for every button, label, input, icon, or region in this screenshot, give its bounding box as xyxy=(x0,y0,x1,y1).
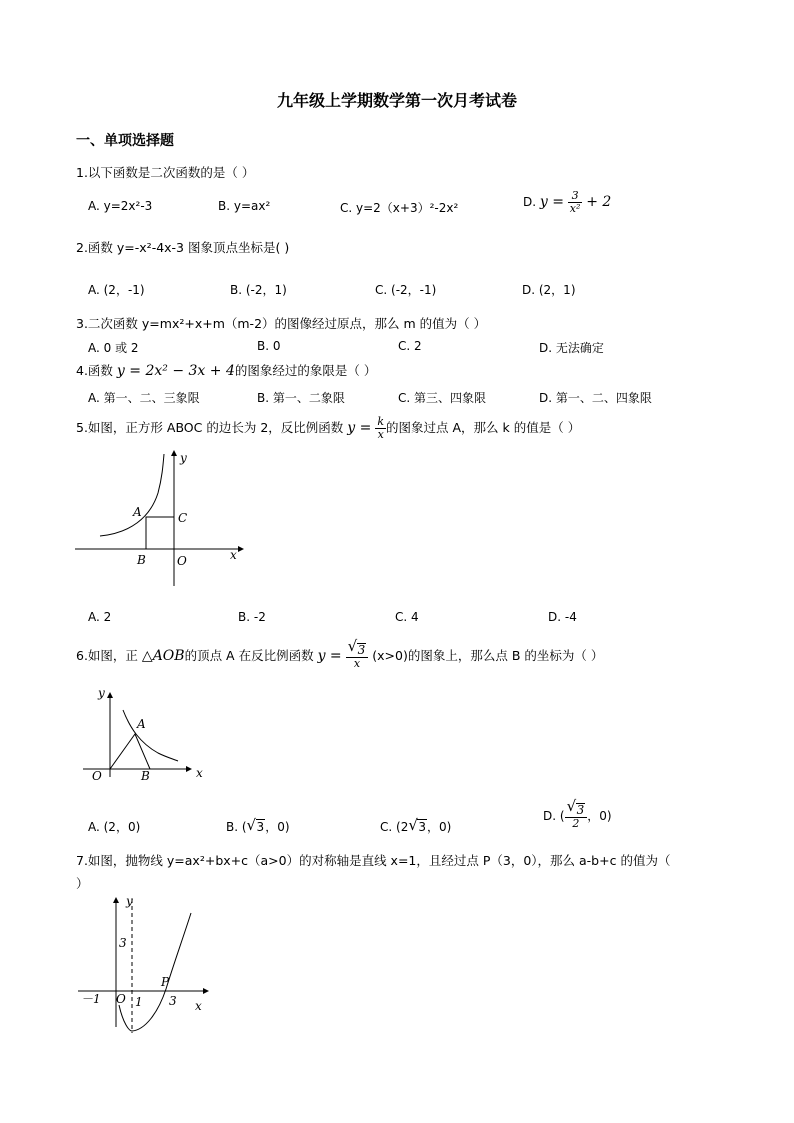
q5-label-b: B xyxy=(137,553,146,567)
q5-label-x: x xyxy=(230,548,237,562)
q4-option-a: A. 第一、二、三象限 xyxy=(88,391,200,405)
sqrt-symbol xyxy=(347,637,367,657)
q1-option-d-prefix: D. xyxy=(523,195,540,209)
sqrt-symbol xyxy=(246,816,266,834)
q5-label-o: O xyxy=(177,554,187,568)
q6-b-prefix: B. ( xyxy=(226,820,247,834)
q2-option-b: B. (-2，1) xyxy=(230,283,287,297)
q3-option-a: A. 0 或 2 xyxy=(88,341,139,355)
q6-stem-prefix: 6.如图，正 xyxy=(76,648,138,663)
q5-option-d: D. -4 xyxy=(548,610,577,624)
q2-option-a: A. (2，-1) xyxy=(88,283,145,297)
q6-d-suffix: ，0) xyxy=(587,809,612,823)
q6-b-suffix: ，0) xyxy=(265,820,290,834)
q6-c-prefix: C. (2 xyxy=(380,820,409,834)
question-6-stem xyxy=(76,637,604,670)
q4-formula: y = 2x² − 3x + 4 xyxy=(116,363,235,379)
radicand: 3 xyxy=(256,820,265,834)
question-7-stem-line-1: 7.如图，抛物线 y=ax²+bx+c（a>0）的对称轴是直线 x=1，且经过点 P（3，0），那么 a-b+c 的值为（ xyxy=(76,853,671,868)
q5-stem-suffix: 的图象过点 A，那么 k 的值是（ ） xyxy=(386,420,581,435)
q5-option-c: C. 4 xyxy=(395,610,419,624)
q6-formula-y: y = xyxy=(317,648,342,664)
q6-triangle-shape xyxy=(110,734,150,769)
q3-option-d: D. 无法确定 xyxy=(539,341,604,355)
q3-option-c: C. 2 xyxy=(398,339,422,353)
q6-option-d xyxy=(543,797,612,830)
q1-option-a: A. y=2x²-3 xyxy=(88,199,153,213)
fraction-numerator: 3 xyxy=(568,190,583,203)
question-2-stem: 2.函数 y=-x²-4x-3 图象顶点坐标是( ) xyxy=(76,240,290,255)
q5-formula-y: y = xyxy=(347,420,372,436)
radicand: 3 xyxy=(576,803,585,817)
fraction-numerator xyxy=(565,797,588,818)
q6-option-a: A. (2，0) xyxy=(88,820,141,834)
q1-option-d-fraction xyxy=(568,190,583,215)
q7-label-minus-1: －1 xyxy=(81,992,101,1006)
q5-figure xyxy=(70,448,245,593)
q5-fraction xyxy=(375,416,386,441)
q5-stem-prefix: 5.如图，正方形 ABOC 的边长为 2，反比例函数 xyxy=(76,420,344,435)
q7-parabola xyxy=(119,913,191,1031)
q7-label-o: O xyxy=(116,992,126,1006)
q4-stem-suffix: 的图象经过的象限是（ ） xyxy=(234,363,377,378)
q5-option-b: B. -2 xyxy=(238,610,266,624)
q5-x-arrow xyxy=(238,546,244,552)
q7-x-arrow xyxy=(203,988,209,994)
fraction-denominator: 2 xyxy=(572,817,580,830)
q2-option-c: C. (-2，-1) xyxy=(375,283,437,297)
q7-figure xyxy=(75,893,215,1043)
q7-label-x-3: 3 xyxy=(169,994,177,1008)
q4-stem-prefix: 4.函数 xyxy=(76,363,113,378)
q6-y-arrow xyxy=(107,692,113,698)
q1-option-d-rest: + 2 xyxy=(586,194,612,210)
q5-y-arrow xyxy=(171,450,177,456)
question-4-stem xyxy=(76,361,376,379)
radical-icon: √ xyxy=(347,637,358,655)
q6-c-suffix: ，0) xyxy=(426,820,452,834)
section-heading: 一、单项选择题 xyxy=(76,133,174,149)
q5-curve xyxy=(100,454,164,536)
q1-option-d xyxy=(523,190,611,215)
fraction-denominator: x² xyxy=(569,202,581,215)
q1-option-b: B. y=ax² xyxy=(218,199,271,213)
question-5-stem xyxy=(76,416,580,441)
radicand: 3 xyxy=(418,820,426,834)
question-7-stem-line-2: ） xyxy=(76,876,89,891)
q5-label-a: A xyxy=(133,505,142,519)
q4-option-b: B. 第一、二象限 xyxy=(257,391,345,405)
q7-label-y: y xyxy=(126,894,133,908)
q7-label-y-3: 3 xyxy=(119,936,127,950)
q6-option-b xyxy=(226,818,290,835)
page-title: 九年级上学期数学第一次月考试卷 xyxy=(276,91,517,110)
q6-stem-suffix: (x>0)的图象上，那么点 B 的坐标为（ ） xyxy=(372,648,604,663)
q3-option-b: B. 0 xyxy=(257,339,281,353)
q1-option-c: C. y=2（x+3）²-2x² xyxy=(340,201,459,215)
question-1-stem: 1.以下函数是二次函数的是（ ） xyxy=(76,165,255,180)
q5-square xyxy=(146,517,174,549)
q6-fraction xyxy=(346,637,369,670)
q5-option-a: A. 2 xyxy=(88,610,112,624)
q6-label-y: y xyxy=(98,686,105,700)
radical-icon: √ xyxy=(408,816,418,834)
radicand: 3 xyxy=(357,643,366,657)
q1-option-d-y: y = xyxy=(539,194,564,210)
fraction-numerator xyxy=(346,637,369,658)
q7-y-arrow xyxy=(113,897,119,903)
fraction-denominator: x xyxy=(377,428,384,441)
sqrt-symbol xyxy=(566,797,586,817)
q4-option-d: D. 第一、二、四象限 xyxy=(539,391,652,405)
sqrt-symbol xyxy=(408,816,427,834)
q7-label-x: x xyxy=(195,999,202,1013)
radical-icon: √ xyxy=(246,816,257,834)
radical-icon: √ xyxy=(566,797,577,815)
q7-label-x-1: 1 xyxy=(135,995,143,1009)
q6-option-c xyxy=(380,818,451,835)
q6-triangle: △AOB xyxy=(141,648,185,664)
q5-label-c: C xyxy=(178,511,188,525)
q5-label-y: y xyxy=(180,451,187,465)
q6-label-a: A xyxy=(137,717,146,731)
q6-d-prefix: D. ( xyxy=(543,809,565,823)
q6-label-o: O xyxy=(92,769,102,783)
q6-curve xyxy=(123,710,178,761)
q6-label-b: B xyxy=(141,769,150,783)
q2-option-d: D. (2，1) xyxy=(522,283,576,297)
q4-option-c: C. 第三、四象限 xyxy=(398,391,487,405)
q7-label-p: P xyxy=(161,975,170,989)
question-3-stem: 3.二次函数 y=mx²+x+m（m-2）的图像经过原点，那么 m 的值为（ ） xyxy=(76,316,487,331)
fraction-numerator: k xyxy=(377,415,385,428)
fraction-denominator: x xyxy=(353,657,361,670)
q6-x-arrow xyxy=(186,766,192,772)
q6-stem-mid: 的顶点 A 在反比例函数 xyxy=(184,648,314,663)
q6-figure xyxy=(78,683,203,783)
q6-d-fraction xyxy=(565,797,588,830)
q6-label-x: x xyxy=(196,766,203,780)
